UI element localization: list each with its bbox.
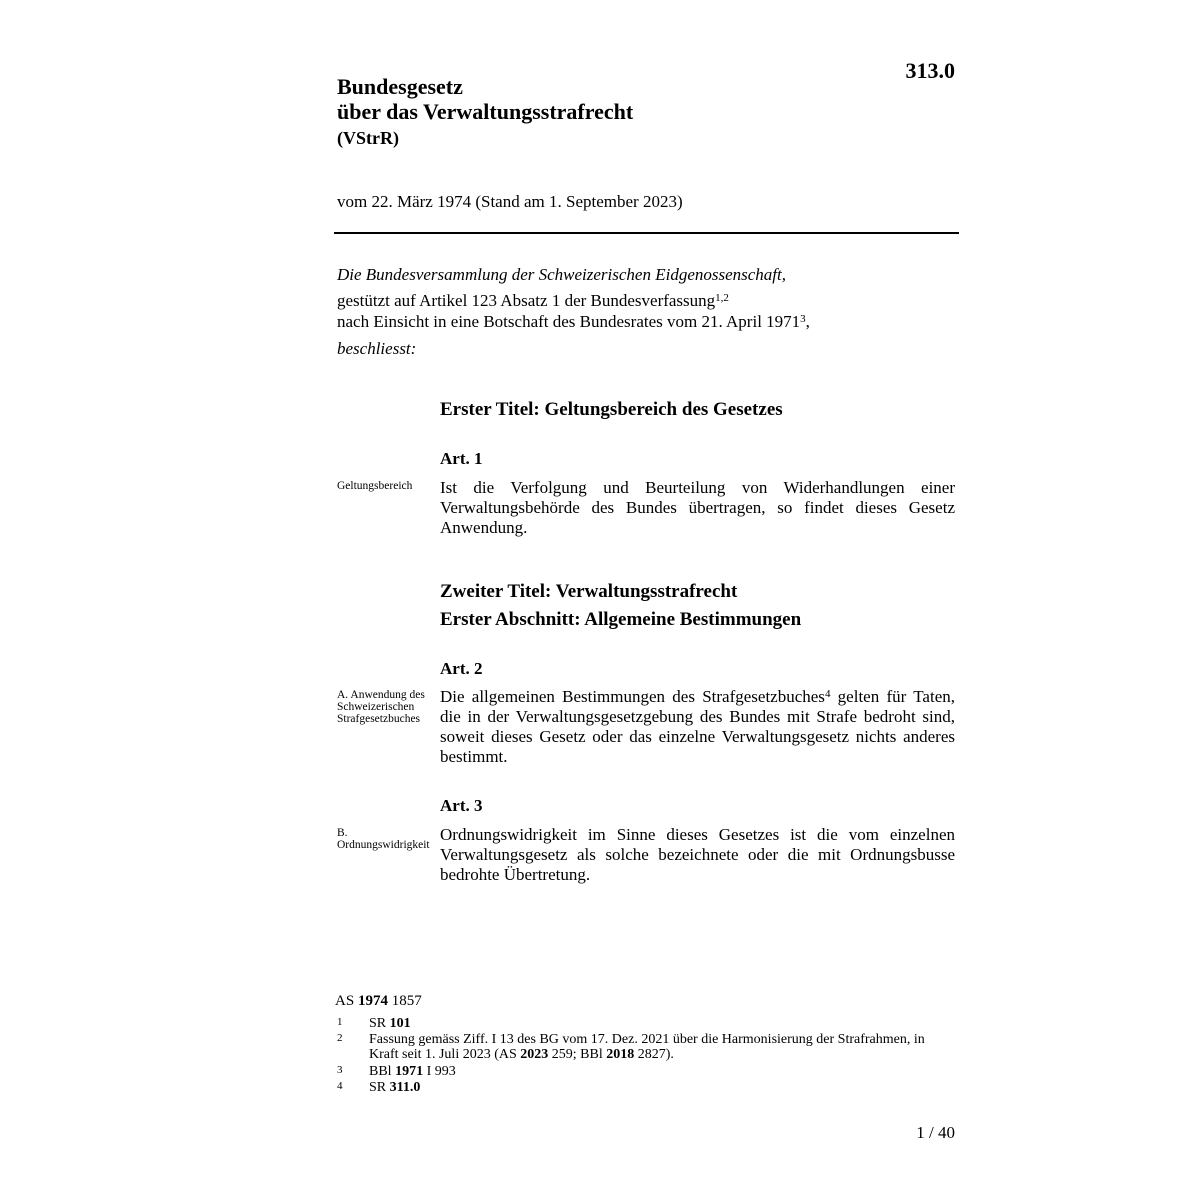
page-number: 1 / 40: [916, 1123, 955, 1142]
article-2-text: Die allgemeinen Bestimmungen des Strafgesetzbuches$^4$ gelten für Taten, die in der Verwaltungsgesetzgebung des Bundes mit Strafe bedroht sind, soweit dieses Gesetz oder das einzelne Verwaltungsgesetz nichts anderes bestimmt.: [440, 687, 955, 766]
law-abbreviation: (VStrR): [337, 128, 399, 148]
footnote-1: SR 101: [369, 1016, 411, 1031]
preamble-decides: beschliesst:: [337, 339, 417, 358]
section-first: Erster Abschnitt: Allgemeine Bestimmungen: [440, 609, 802, 630]
article-2-label: Art. 2: [440, 659, 483, 678]
article-1-label: Art. 1: [440, 449, 483, 468]
footnote-3: BBl 1971 I 993: [369, 1064, 456, 1079]
footnote-1-number: 1: [337, 1016, 343, 1028]
footnote-ref-4: 4: [824, 688, 831, 700]
article-3-margin-note: B. Ordnungswidrigkeit: [337, 827, 430, 851]
footnote-ref-3: 3: [800, 313, 806, 325]
preamble-message: nach Einsicht in eine Botschaft des Bundesrates vom 21. April 1971$^3$,: [337, 312, 810, 331]
footnote-4-number: 4: [337, 1080, 343, 1092]
article-3-text: Ordnungswidrigkeit im Sinne dieses Gesetzes ist die vom einzelnen Verwaltungsgesetz als solche bezeichnete oder die mit Ordnungsbusse bedrohte Übertretung.: [440, 825, 955, 884]
preamble-assembly: Die Bundesversammlung der Schweizerischen Eidgenossenschaft,: [337, 265, 786, 284]
preamble-basis: gestützt auf Artikel 123 Absatz 1 der Bundesverfassung$^{1,2}$: [337, 291, 729, 310]
law-title-line1: Bundesgesetz: [337, 74, 463, 99]
article-1-margin-note: Geltungsbereich: [337, 480, 413, 492]
sr-number: 313.0: [905, 58, 955, 83]
article-2-margin-note: A. Anwendung des Schweizerischen Strafgesetzbuches: [337, 689, 425, 725]
footnote-2-number: 2: [337, 1032, 343, 1044]
law-date: vom 22. März 1974 (Stand am 1. September 2023): [337, 192, 683, 211]
header-divider: [334, 232, 959, 234]
title-first: Erster Titel: Geltungsbereich des Gesetzes: [440, 399, 783, 420]
footnote-2: Fassung gemäss Ziff. I 13 des BG vom 17. Dez. 2021 über die Harmonisierung der Strafrahmen, in Kraft seit 1. Juli 2023 (AS 2023 259; BBl 2018 2827).: [369, 1032, 925, 1062]
footnote-3-number: 3: [337, 1064, 343, 1076]
official-collection-ref: AS 1974 1857: [335, 993, 422, 1009]
article-1-text: Ist die Verfolgung und Beurteilung von Widerhandlungen einer Verwaltungsbehörde des Bundes übertragen, so findet dieses Gesetz Anwendung.: [440, 478, 955, 537]
footnote-4: SR 311.0: [369, 1080, 421, 1095]
footnote-ref-1-2: 1,2: [715, 292, 729, 304]
law-title-line2: über das Verwaltungsstrafrecht: [337, 99, 634, 124]
article-3-label: Art. 3: [440, 796, 483, 815]
title-second: Zweiter Titel: Verwaltungsstrafrecht: [440, 581, 738, 602]
